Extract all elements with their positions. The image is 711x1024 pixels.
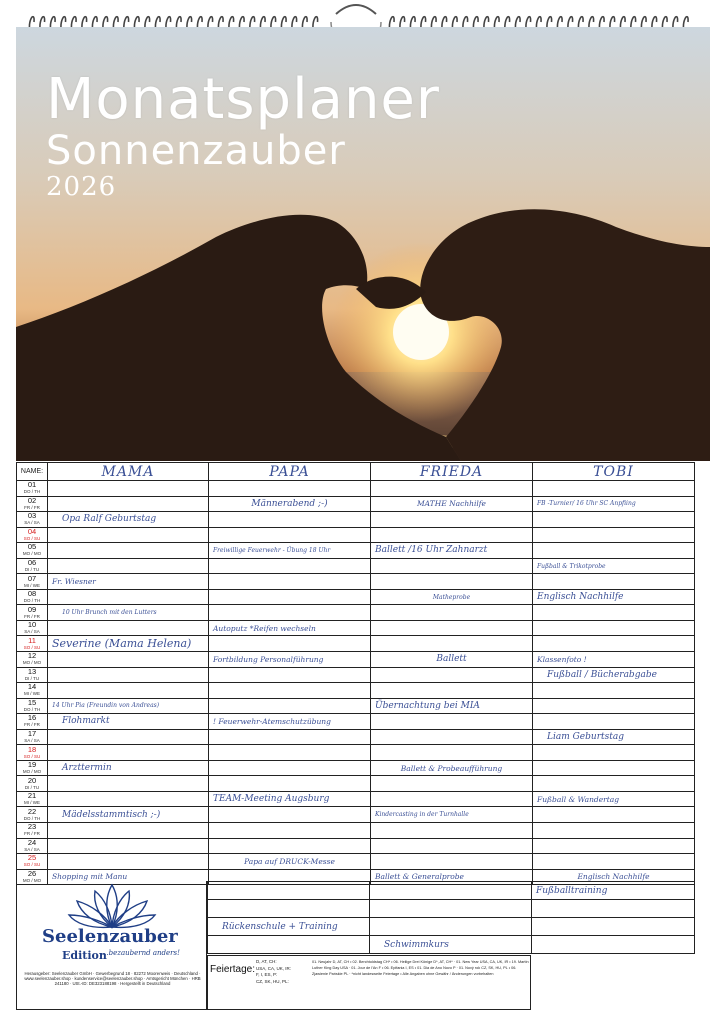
entry-cell-tobi[interactable] <box>533 714 695 730</box>
weekday-name: DO / TH <box>23 815 41 821</box>
entry-cell-mama[interactable] <box>48 683 209 699</box>
planner-day-row <box>17 620 695 636</box>
notes-cell[interactable]: Fußballtraining <box>532 882 695 900</box>
day-number: 24 <box>27 838 37 847</box>
day-label-cell <box>17 481 48 497</box>
planner-day-row <box>17 854 695 870</box>
entry-cell-papa[interactable] <box>209 823 371 839</box>
day-number: 18 <box>27 744 37 754</box>
entry-cell-papa[interactable] <box>209 558 371 574</box>
column-header-tobi: TOBI <box>533 463 695 481</box>
entry-cell-frieda[interactable]: Matheprobe <box>371 589 533 605</box>
notes-cell[interactable]: Schwimmkurs <box>370 936 532 954</box>
entry-cell-frieda[interactable]: Ballett & Probeaufführung <box>371 760 533 776</box>
day-label-cell <box>17 807 48 823</box>
notes-cell[interactable] <box>370 918 532 936</box>
planner-day-row <box>17 760 695 776</box>
entry-cell-papa[interactable] <box>209 683 371 699</box>
planner-day-row <box>17 589 695 605</box>
entry-cell-tobi[interactable] <box>533 527 695 543</box>
planner-day-row <box>17 574 695 590</box>
entry-cell-frieda[interactable] <box>371 683 533 699</box>
day-label-cell <box>17 791 48 807</box>
planner-day-row <box>17 776 695 792</box>
entry-cell-tobi[interactable] <box>533 605 695 621</box>
lotus-logo-icon <box>67 883 157 931</box>
day-label-cell <box>17 854 48 870</box>
entry-cell-frieda[interactable] <box>371 729 533 745</box>
weekday-name: FR / FR <box>24 504 40 510</box>
day-number: 21 <box>27 791 37 801</box>
day-label-cell <box>17 714 48 730</box>
entry-cell-tobi[interactable]: Fußball / Bücherabgabe <box>533 667 695 683</box>
entry-cell-tobi[interactable] <box>533 838 695 854</box>
entry-cell-mama[interactable] <box>48 854 209 870</box>
entry-cell-papa[interactable] <box>209 745 371 761</box>
entry-cell-papa[interactable]: Männerabend ;-) <box>209 496 371 512</box>
entry-cell-tobi[interactable] <box>533 620 695 636</box>
entry-cell-papa[interactable]: Freiwillige Feuerwehr - Übung 18 Uhr <box>209 543 371 559</box>
entry-cell-mama[interactable] <box>48 823 209 839</box>
planner-day-row <box>17 496 695 512</box>
weekday-name: SA / SA <box>24 520 40 526</box>
weekday-name: SO / SU <box>23 862 41 868</box>
entry-cell-tobi[interactable]: Fußball & Trikotprobe <box>533 558 695 574</box>
entry-cell-mama[interactable] <box>48 791 209 807</box>
day-number: 15 <box>27 698 37 707</box>
day-number: 01 <box>27 480 37 490</box>
weekday-name: FR / FR <box>24 722 40 728</box>
entry-cell-mama[interactable] <box>48 729 209 745</box>
weekday-name: MO / MO <box>22 877 42 883</box>
day-number: 12 <box>27 651 37 661</box>
entry-cell-tobi[interactable]: Englisch Nachhilfe <box>533 869 695 885</box>
weekday-name: DI / TU <box>24 567 40 572</box>
monthly-planner-grid <box>16 462 695 885</box>
day-number: 03 <box>27 511 37 521</box>
weekday-name: MO / MO <box>22 660 42 666</box>
weekday-name: DI / TU <box>24 784 40 790</box>
entry-cell-frieda[interactable] <box>371 823 533 839</box>
notes-cell[interactable] <box>532 900 695 918</box>
cover-photo <box>16 27 710 461</box>
entry-cell-papa[interactable] <box>209 776 371 792</box>
notes-cell[interactable] <box>370 882 532 900</box>
weekday-name: MI / WE <box>24 582 40 588</box>
entry-cell-mama[interactable] <box>48 496 209 512</box>
weekday-name: FR / FR <box>24 613 40 619</box>
holidays-country-codes: D, AT, CH: USA, CA, UK, IR: F, I, ES, P: CZ, SK, HU, PL: <box>256 959 292 984</box>
planner-day-row <box>17 636 695 652</box>
weekday-name: DI / TU <box>24 675 40 681</box>
entry-cell-frieda[interactable] <box>371 838 533 854</box>
entry-cell-frieda[interactable] <box>371 481 533 497</box>
entry-cell-papa[interactable] <box>209 760 371 776</box>
holidays-list: 01. Neujahr D, AT, CH • 02. Berchtoldstag CH* • 06. Heilige Drei Könige D*, AT, CH* · 01. New Year USA, CA, UK, IR • 19. Martin Luther King Day USA · 01. Jour de l'An F • 06. Epifania I, ES • 01. Dia de Ano Novo P · 01. Nový rok CZ, SK, HU, PL • 06. Zjawienie Pańskie PL · *nicht landesweite Feiertage • Alle Angaben ohne Gewähr / Änderungen vorbehalten <box>312 960 529 977</box>
day-number: 09 <box>27 604 37 614</box>
planner-header-row <box>17 463 695 481</box>
planner-day-row <box>17 823 695 839</box>
entry-cell-tobi[interactable] <box>533 481 695 497</box>
day-number: 25 <box>27 853 37 863</box>
entry-cell-tobi[interactable]: Liam Geburtstag <box>533 729 695 745</box>
day-number: 05 <box>27 542 37 552</box>
entry-cell-frieda[interactable] <box>371 776 533 792</box>
entry-cell-papa[interactable]: ! Feuerwehr-Atemschutzübung <box>209 714 371 730</box>
entry-cell-mama[interactable]: Severine (Mama Helena) <box>48 636 209 652</box>
weekday-name: MO / MO <box>22 551 42 557</box>
entry-cell-papa[interactable]: Autoputz *Reifen wechseln <box>209 620 371 636</box>
entry-cell-frieda[interactable] <box>371 791 533 807</box>
entry-cell-papa[interactable] <box>209 589 371 605</box>
day-number: 17 <box>27 729 37 739</box>
day-label-cell <box>17 667 48 683</box>
day-number: 16 <box>27 713 37 723</box>
entry-cell-frieda[interactable] <box>371 854 533 870</box>
planner-day-row <box>17 729 695 745</box>
planner-day-row <box>17 481 695 497</box>
entry-cell-papa[interactable] <box>209 481 371 497</box>
holidays-label: Feiertage: <box>210 964 256 975</box>
entry-cell-papa[interactable] <box>209 574 371 590</box>
planner-day-row <box>17 527 695 543</box>
entry-cell-tobi[interactable] <box>533 854 695 870</box>
weekday-name: FR / FR <box>24 831 40 837</box>
entry-cell-papa[interactable]: Fortbildung Personalführung <box>209 652 371 668</box>
entry-cell-mama[interactable] <box>48 589 209 605</box>
planner-day-row <box>17 558 695 574</box>
notes-row <box>208 918 695 936</box>
column-header-mama: MAMA <box>48 463 209 481</box>
entry-cell-tobi[interactable] <box>533 512 695 528</box>
notes-cell[interactable]: Rückenschule + Training <box>208 918 370 936</box>
entry-cell-tobi[interactable] <box>533 636 695 652</box>
entry-cell-mama[interactable]: Fr. Wiesner <box>48 574 209 590</box>
entry-cell-mama[interactable] <box>48 667 209 683</box>
entry-cell-tobi[interactable] <box>533 776 695 792</box>
day-label-cell <box>17 652 48 668</box>
day-label-cell <box>17 838 48 854</box>
entry-cell-frieda[interactable] <box>371 527 533 543</box>
entry-cell-mama[interactable] <box>48 776 209 792</box>
weekday-name: SO / SU <box>23 644 41 650</box>
weekday-name: MI / WE <box>24 691 40 697</box>
weekday-name: SO / SU <box>23 535 41 541</box>
day-label-cell <box>17 760 48 776</box>
entry-cell-frieda[interactable] <box>371 667 533 683</box>
calendar-year: 2026 <box>46 172 117 202</box>
day-number: 06 <box>27 558 37 567</box>
entry-cell-frieda[interactable]: Ballett /16 Uhr Zahnarzt <box>371 543 533 559</box>
entry-cell-frieda[interactable]: Übernachtung bei MIA <box>371 698 533 714</box>
day-label-cell <box>17 776 48 792</box>
day-number: 23 <box>27 822 37 832</box>
day-number: 22 <box>27 806 37 816</box>
entry-cell-papa[interactable] <box>209 667 371 683</box>
weekday-name: SA / SA <box>24 738 40 744</box>
calendar-title: Monatsplaner <box>46 67 440 132</box>
entry-cell-mama[interactable]: Arzttermin <box>48 760 209 776</box>
calendar-subtitle: Sonnenzauber <box>46 128 346 174</box>
day-number: 07 <box>27 573 37 583</box>
entry-cell-papa[interactable]: Papa auf DRUCK-Messe <box>209 854 371 870</box>
day-label-cell <box>17 620 48 636</box>
planner-day-row <box>17 698 695 714</box>
entry-cell-papa[interactable] <box>209 527 371 543</box>
day-label-cell <box>17 496 48 512</box>
entry-cell-papa[interactable] <box>209 729 371 745</box>
entry-cell-tobi[interactable] <box>533 698 695 714</box>
day-label-cell <box>17 527 48 543</box>
entry-cell-papa[interactable]: TEAM-Meeting Augsburg <box>209 791 371 807</box>
entry-cell-frieda[interactable] <box>371 558 533 574</box>
column-header-papa: PAPA <box>209 463 371 481</box>
day-label-cell <box>17 605 48 621</box>
day-label-cell <box>17 589 48 605</box>
column-header-frieda: FRIEDA <box>371 463 533 481</box>
logo-edition: Edition <box>62 949 107 962</box>
day-label-cell <box>17 745 48 761</box>
day-number: 13 <box>27 667 37 676</box>
entry-cell-papa[interactable] <box>209 605 371 621</box>
entry-cell-papa[interactable] <box>209 807 371 823</box>
entry-cell-frieda[interactable]: Kindercasting in der Turnhalle <box>371 807 533 823</box>
entry-cell-mama[interactable] <box>48 481 209 497</box>
notes-cell[interactable] <box>532 936 695 954</box>
entry-cell-mama[interactable]: Flohmarkt <box>48 714 209 730</box>
planner-day-row <box>17 667 695 683</box>
planner-day-row <box>17 838 695 854</box>
planner-day-row <box>17 543 695 559</box>
entry-cell-mama[interactable]: Opa Ralf Geburtstag <box>48 512 209 528</box>
entry-cell-tobi[interactable] <box>533 574 695 590</box>
day-label-cell <box>17 558 48 574</box>
entry-cell-mama[interactable] <box>48 620 209 636</box>
weekday-name: DO / TH <box>23 706 41 712</box>
entry-cell-tobi[interactable] <box>533 745 695 761</box>
planner-day-row <box>17 745 695 761</box>
weekday-name: MO / MO <box>22 769 42 775</box>
name-header: NAME: <box>17 463 48 481</box>
day-number: 02 <box>27 496 37 505</box>
entry-cell-mama[interactable]: 10 Uhr Brunch mit den Lutters <box>48 605 209 621</box>
notes-row <box>208 936 695 954</box>
day-number: 26 <box>27 869 37 878</box>
entry-cell-frieda[interactable] <box>371 714 533 730</box>
day-number: 20 <box>27 775 37 785</box>
weekday-name: SA / SA <box>24 629 40 635</box>
entry-cell-tobi[interactable]: Klassenfoto ! <box>533 652 695 668</box>
entry-cell-frieda[interactable] <box>371 512 533 528</box>
weekday-name: SA / SA <box>24 846 40 852</box>
entry-cell-tobi[interactable]: FB -Turnier/ 16 Uhr SC Anpfiing <box>533 496 695 512</box>
entry-cell-papa[interactable] <box>209 512 371 528</box>
entry-cell-frieda[interactable] <box>371 745 533 761</box>
day-number: 19 <box>27 760 37 770</box>
entry-cell-tobi[interactable] <box>533 807 695 823</box>
day-label-cell <box>17 512 48 528</box>
notes-row <box>208 900 695 918</box>
planner-day-row <box>17 683 695 699</box>
planner-day-row <box>17 512 695 528</box>
entry-cell-papa[interactable] <box>209 698 371 714</box>
entry-cell-mama[interactable] <box>48 558 209 574</box>
notes-cell[interactable] <box>370 900 532 918</box>
day-number: 04 <box>27 527 37 536</box>
entry-cell-frieda[interactable] <box>371 605 533 621</box>
day-number: 14 <box>27 682 37 692</box>
entry-cell-frieda[interactable]: Ballett <box>371 652 533 668</box>
day-label-cell <box>17 543 48 559</box>
entry-cell-mama[interactable] <box>48 838 209 854</box>
entry-cell-tobi[interactable]: Englisch Nachhilfe <box>533 589 695 605</box>
planner-day-row <box>17 605 695 621</box>
day-label-cell <box>17 636 48 652</box>
entry-cell-mama[interactable]: 14 Uhr Pia (Freundin von Andreas) <box>48 698 209 714</box>
day-number: 10 <box>27 620 37 630</box>
planner-day-row <box>17 807 695 823</box>
notes-cell[interactable] <box>208 900 370 918</box>
notes-row <box>208 882 695 900</box>
planner-day-row <box>17 714 695 730</box>
weekday-name: DO / TH <box>23 598 41 604</box>
planner-day-row <box>17 652 695 668</box>
entry-cell-mama[interactable]: Mädelsstammtisch ;-) <box>48 807 209 823</box>
entry-cell-mama[interactable] <box>48 745 209 761</box>
notes-cell[interactable] <box>532 918 695 936</box>
day-label-cell <box>17 823 48 839</box>
entry-cell-mama[interactable] <box>48 527 209 543</box>
entry-cell-frieda[interactable]: Ballett & Generalprobe <box>371 869 533 885</box>
entry-cell-tobi[interactable] <box>533 823 695 839</box>
entry-cell-tobi[interactable]: Fußball & Wandertag <box>533 791 695 807</box>
notes-grid <box>207 881 695 954</box>
notes-cell[interactable] <box>208 882 370 900</box>
entry-cell-papa[interactable] <box>209 838 371 854</box>
day-number: 08 <box>27 589 37 599</box>
weekday-name: MI / WE <box>24 800 40 806</box>
day-label-cell <box>17 574 48 590</box>
planner-day-row <box>17 791 695 807</box>
publisher-box <box>16 881 207 1010</box>
entry-cell-tobi[interactable] <box>533 683 695 699</box>
entry-cell-frieda[interactable] <box>371 574 533 590</box>
day-label-cell <box>17 683 48 699</box>
logo-tagline: ...bezaubernd anders! <box>102 949 180 957</box>
day-label-cell <box>17 698 48 714</box>
entry-cell-mama[interactable]: Shopping mit Manu <box>48 869 209 885</box>
publisher-imprint: Herausgeber: Seelenzauber GmbH · Gewerbegrund 18 · 82272 Moorenweis · Deutschland · www.seelenzauber.shop · kundenservice@seelenzauber.shop · Amtsgericht München · HRB 241180 · USt.-ID: DE323188198 · Hergestellt in Deutschland <box>24 971 201 987</box>
day-number: 11 <box>28 635 36 645</box>
entry-cell-frieda[interactable]: MATHE Nachhilfe <box>371 496 533 512</box>
entry-cell-tobi[interactable] <box>533 543 695 559</box>
logo-brand-name: Seelenzauber <box>42 926 178 947</box>
entry-cell-frieda[interactable] <box>371 620 533 636</box>
holidays-box <box>207 955 531 1010</box>
entry-cell-mama[interactable] <box>48 652 209 668</box>
weekday-name: SO / SU <box>23 753 41 759</box>
notes-cell[interactable] <box>208 936 370 954</box>
entry-cell-papa[interactable] <box>209 636 371 652</box>
weekday-name: DO / TH <box>23 489 41 495</box>
entry-cell-tobi[interactable] <box>533 760 695 776</box>
day-label-cell <box>17 729 48 745</box>
entry-cell-mama[interactable] <box>48 543 209 559</box>
entry-cell-frieda[interactable] <box>371 636 533 652</box>
